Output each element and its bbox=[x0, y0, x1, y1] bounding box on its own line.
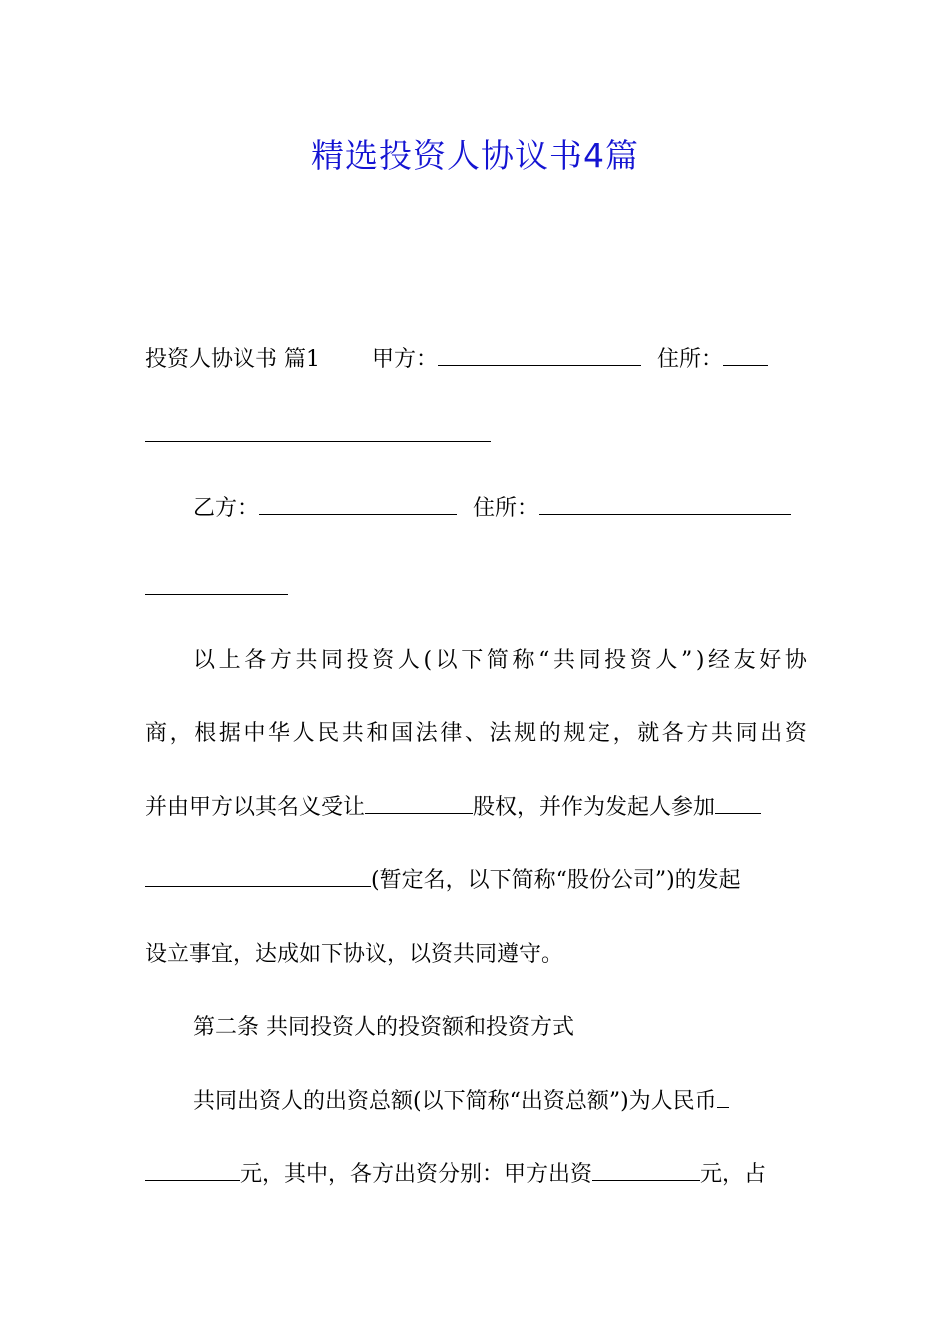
party-a-line bbox=[145, 345, 807, 375]
party-a-address-blank bbox=[723, 345, 768, 366]
company-blank-continuation bbox=[145, 866, 371, 887]
preamble-line-3 bbox=[145, 793, 807, 823]
preamble-line-3-text-a: 并由甲方以其名义受让 bbox=[145, 795, 366, 820]
preamble-line-4-text: (暂定名，以下简称“股份公司”)的发起 bbox=[371, 868, 741, 893]
company-blank-start bbox=[715, 793, 761, 814]
article-2-line-1 bbox=[193, 1087, 807, 1117]
total-amount-blank-start bbox=[717, 1087, 729, 1108]
equity-blank bbox=[365, 793, 473, 814]
article-2-line-2 bbox=[145, 1160, 807, 1190]
article-2-line-2-text-b: 元，占 bbox=[700, 1162, 767, 1187]
article-2-heading: 第二条 共同投资人的投资额和投资方式 bbox=[193, 1015, 574, 1040]
party-b-address-continuation bbox=[145, 594, 288, 595]
agreement-heading: 投资人协议书 篇1 bbox=[145, 347, 320, 372]
party-a-address-continuation bbox=[145, 441, 491, 442]
party-a-label: 甲方： bbox=[372, 347, 439, 372]
party-b-label: 乙方： bbox=[193, 496, 260, 521]
article-2-line-2-text-a: 元，其中，各方出资分别：甲方出资 bbox=[240, 1162, 593, 1187]
preamble-line-2: 商 ， 根 据 中 华 人 民 共 和 国 法 律 、 法 规 的 规 定 ， 就 各 方 共 同 出 资 bbox=[145, 721, 807, 746]
preamble-line-4 bbox=[145, 866, 807, 896]
party-a-contribution-blank bbox=[592, 1160, 700, 1181]
party-b-address-label: 住所： bbox=[473, 496, 540, 521]
preamble-line-1: 以 上 各 方 共 同 投 资 人 ( 以 下 简 称 “ 共 同 投 资 人 ” ) 经 友 好 协 bbox=[193, 648, 807, 673]
party-b-address-blank bbox=[539, 494, 791, 515]
preamble-line-3-text-b: 股权，并作为发起人参加 bbox=[473, 795, 716, 820]
document-title: 精选投资人协议书4篇 bbox=[311, 136, 639, 175]
party-b-line bbox=[193, 494, 807, 524]
party-a-address-label: 住所： bbox=[657, 347, 724, 372]
preamble-line-5: 设立事宜，达成如下协议，以资共同遵守。 bbox=[145, 942, 564, 967]
article-2-line-1-text: 共同出资人的出资总额(以下简称“出资总额”)为人民币 bbox=[193, 1089, 717, 1114]
party-b-blank bbox=[259, 494, 457, 515]
party-a-blank bbox=[438, 345, 641, 366]
total-amount-blank bbox=[145, 1160, 240, 1181]
